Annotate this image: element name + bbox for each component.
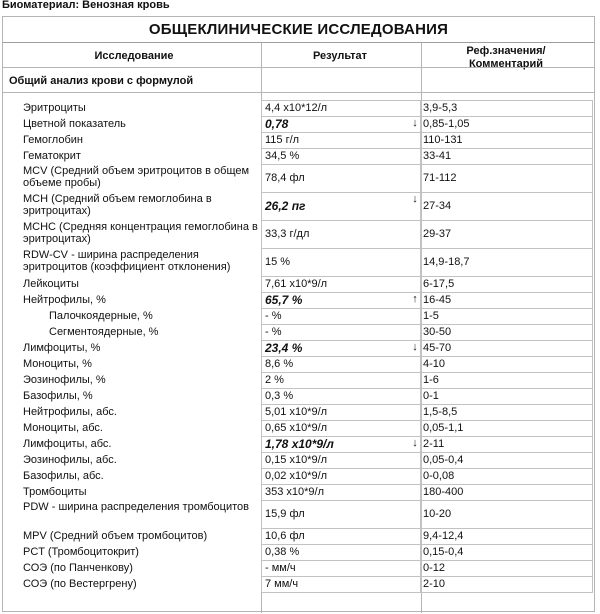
result-cell [261,148,421,165]
test-result: 33,3 г/дл [265,228,310,240]
test-result: 8,6 % [265,358,294,370]
reference-range: 29-37 [423,228,452,240]
test-result: 353 х10*9/л [265,486,325,498]
reference-cell [421,468,593,485]
column-header-reference: Реф.значения/ Комментарий [466,45,546,70]
test-name: MCH (Средний объем гемоглобина в эритроцитах) [23,193,212,217]
test-result: 0,02 х10*9/л [265,470,328,482]
test-result: - % [265,310,282,322]
test-result: 4,4 х10*12/л [265,102,328,114]
result-cell [261,324,421,341]
reference-cell [421,356,593,373]
test-result: 0,65 х10*9/л [265,422,328,434]
arrow-down-icon: ↓ [412,341,418,353]
reference-cell [421,420,593,437]
test-name: Эритроциты [23,102,86,114]
reference-range: 110-131 [423,134,463,146]
test-result: 0,15 х10*9/л [265,454,328,466]
reference-range: 0-1 [423,390,439,402]
result-cell [261,452,421,469]
result-cell [261,484,421,501]
reference-cell [421,324,593,341]
result-cell [261,220,421,249]
column-header-research: Исследование [94,50,174,62]
result-cell [261,372,421,389]
reference-cell [421,192,593,221]
test-result: 0,78 [265,117,289,131]
test-name: Лейкоциты [23,278,79,290]
result-cell [261,192,421,221]
group-title: Общий анализ крови с формулой [9,75,194,87]
reference-range: 1,5-8,5 [423,406,458,418]
reference-cell [421,576,593,593]
test-name: Нейтрофилы, % [23,294,106,306]
test-result: 1,78 х10*9/л [265,437,334,451]
reference-range: 10-20 [423,508,452,520]
test-name: Моноциты, % [23,358,92,370]
result-cell [261,500,421,529]
result-cell [261,308,421,325]
reference-range: 1-6 [423,374,439,386]
reference-range: 6-17,5 [423,278,455,290]
test-name: RDW-CV - ширина распределения эритроцитов (коэффициент отклонения) [23,249,231,273]
result-cell [261,436,421,453]
reference-cell [421,100,593,117]
result-cell [261,164,421,193]
reference-cell [421,308,593,325]
test-result: 15 % [265,256,291,268]
test-name: Нейтрофилы, абс. [23,406,117,418]
reference-range: 0,05-1,1 [423,422,464,434]
reference-cell [421,560,593,577]
reference-range: 2-10 [423,578,446,590]
reference-range: 27-34 [423,200,452,212]
test-name: Лимфоциты, абс. [23,438,112,450]
reference-cell [421,148,593,165]
arrow-down-icon: ↓ [412,193,418,205]
test-name: Лимфоциты, % [23,342,101,354]
reference-range: 45-70 [423,342,452,354]
reference-range: 4-10 [423,358,446,370]
reference-range: 0-12 [423,562,446,574]
result-cell [261,132,421,149]
test-name: Тромбоциты [23,486,87,498]
test-name: Базофилы, % [23,390,93,402]
column-header-result: Результат [312,50,368,62]
test-name: Моноциты, абс. [23,422,103,434]
result-cell [261,560,421,577]
title-divider [3,42,594,43]
row-divider [3,67,594,68]
test-result: 15,9 фл [265,508,305,520]
reference-range: 16-45 [423,294,452,306]
test-result: 78,4 фл [265,172,305,184]
reference-cell [421,500,593,529]
test-result: 65,7 % [265,293,303,307]
reference-cell [421,132,593,149]
reference-range: 9,4-12,4 [423,530,464,542]
reference-cell [421,484,593,501]
reference-cell [421,276,593,293]
reference-cell [421,220,593,249]
reference-range: 180-400 [423,486,464,498]
result-cell [261,100,421,117]
result-cell [261,248,421,277]
reference-cell [421,388,593,405]
reference-cell [421,372,593,389]
reference-cell [421,544,593,561]
reference-cell [421,404,593,421]
test-name: СОЭ (по Вестергрену) [23,578,137,590]
result-cell [261,528,421,545]
reference-range: 1-5 [423,310,439,322]
biomaterial-label: Биоматериал: Венозная кровь [2,0,170,10]
test-name: СОЭ (по Панченкову) [23,562,133,574]
test-result: 23,4 % [265,341,303,355]
result-cell [261,576,421,593]
test-name: Базофилы, абс. [23,470,104,482]
test-result: 10,6 фл [265,530,305,542]
test-result: - % [265,326,282,338]
test-result: 7 мм/ч [265,578,299,590]
reference-cell [421,528,593,545]
test-result: 0,3 % [265,390,294,402]
reference-range: 3,9-5,3 [423,102,458,114]
test-result: 115 г/л [265,134,300,146]
test-name: Гемоглобин [23,134,83,146]
test-name: PDW - ширина распределения тромбоцитов [23,501,249,513]
test-result: 5,01 х10*9/л [265,406,328,418]
lab-report-table [2,16,595,612]
result-cell [261,356,421,373]
result-cell [261,292,421,309]
result-cell [261,116,421,133]
reference-range: 71-112 [423,172,457,184]
result-cell [261,420,421,437]
row-divider [3,92,594,93]
test-result: 26,2 пг [265,199,306,213]
reference-range: 0,05-0,4 [423,454,464,466]
test-name: MCHC (Средняя концентрация гемоглобина в эритроцитах) [23,221,258,245]
result-cell [261,544,421,561]
reference-range: 14,9-18,7 [423,256,470,268]
test-name: MPV (Средний объем тромбоцитов) [23,530,208,542]
test-name: Сегментоядерные, % [49,326,159,338]
reference-cell [421,452,593,469]
test-result: 2 % [265,374,284,386]
test-name: MCV (Средний объем эритроцитов в общем объеме пробы) [23,165,250,189]
test-result: 7,61 х10*9/л [265,278,328,290]
section-title: ОБЩЕКЛИНИЧЕСКИЕ ИССЛЕДОВАНИЯ [148,21,449,38]
arrow-up-icon: ↑ [412,293,418,305]
reference-cell [421,164,593,193]
result-cell [261,388,421,405]
result-cell [261,404,421,421]
test-name: Эозинофилы, % [23,374,106,386]
reference-range: 30-50 [423,326,452,338]
result-cell [261,468,421,485]
reference-cell [421,436,593,453]
result-cell [261,276,421,293]
test-name: Цветной показатель [23,118,126,130]
arrow-down-icon: ↓ [412,437,418,449]
test-name: Гематокрит [23,150,81,162]
test-name: Эозинофилы, абс. [23,454,117,466]
arrow-down-icon: ↓ [412,117,418,129]
reference-range: 0-0,08 [423,470,455,482]
reference-range: 2-11 [423,438,445,450]
test-result: - мм/ч [265,562,296,574]
reference-cell [421,340,593,357]
test-name: Палочкоядерные, % [49,310,153,322]
test-result: 34,5 % [265,150,300,162]
reference-cell [421,292,593,309]
reference-cell [421,116,593,133]
reference-range: 33-41 [423,150,452,162]
reference-cell [421,248,593,277]
reference-range: 0,15-0,4 [423,546,464,558]
result-cell [261,340,421,357]
test-name: PCT (Тромбоцитокрит) [23,546,139,558]
test-result: 0,38 % [265,546,300,558]
reference-range: 0,85-1,05 [423,118,470,130]
